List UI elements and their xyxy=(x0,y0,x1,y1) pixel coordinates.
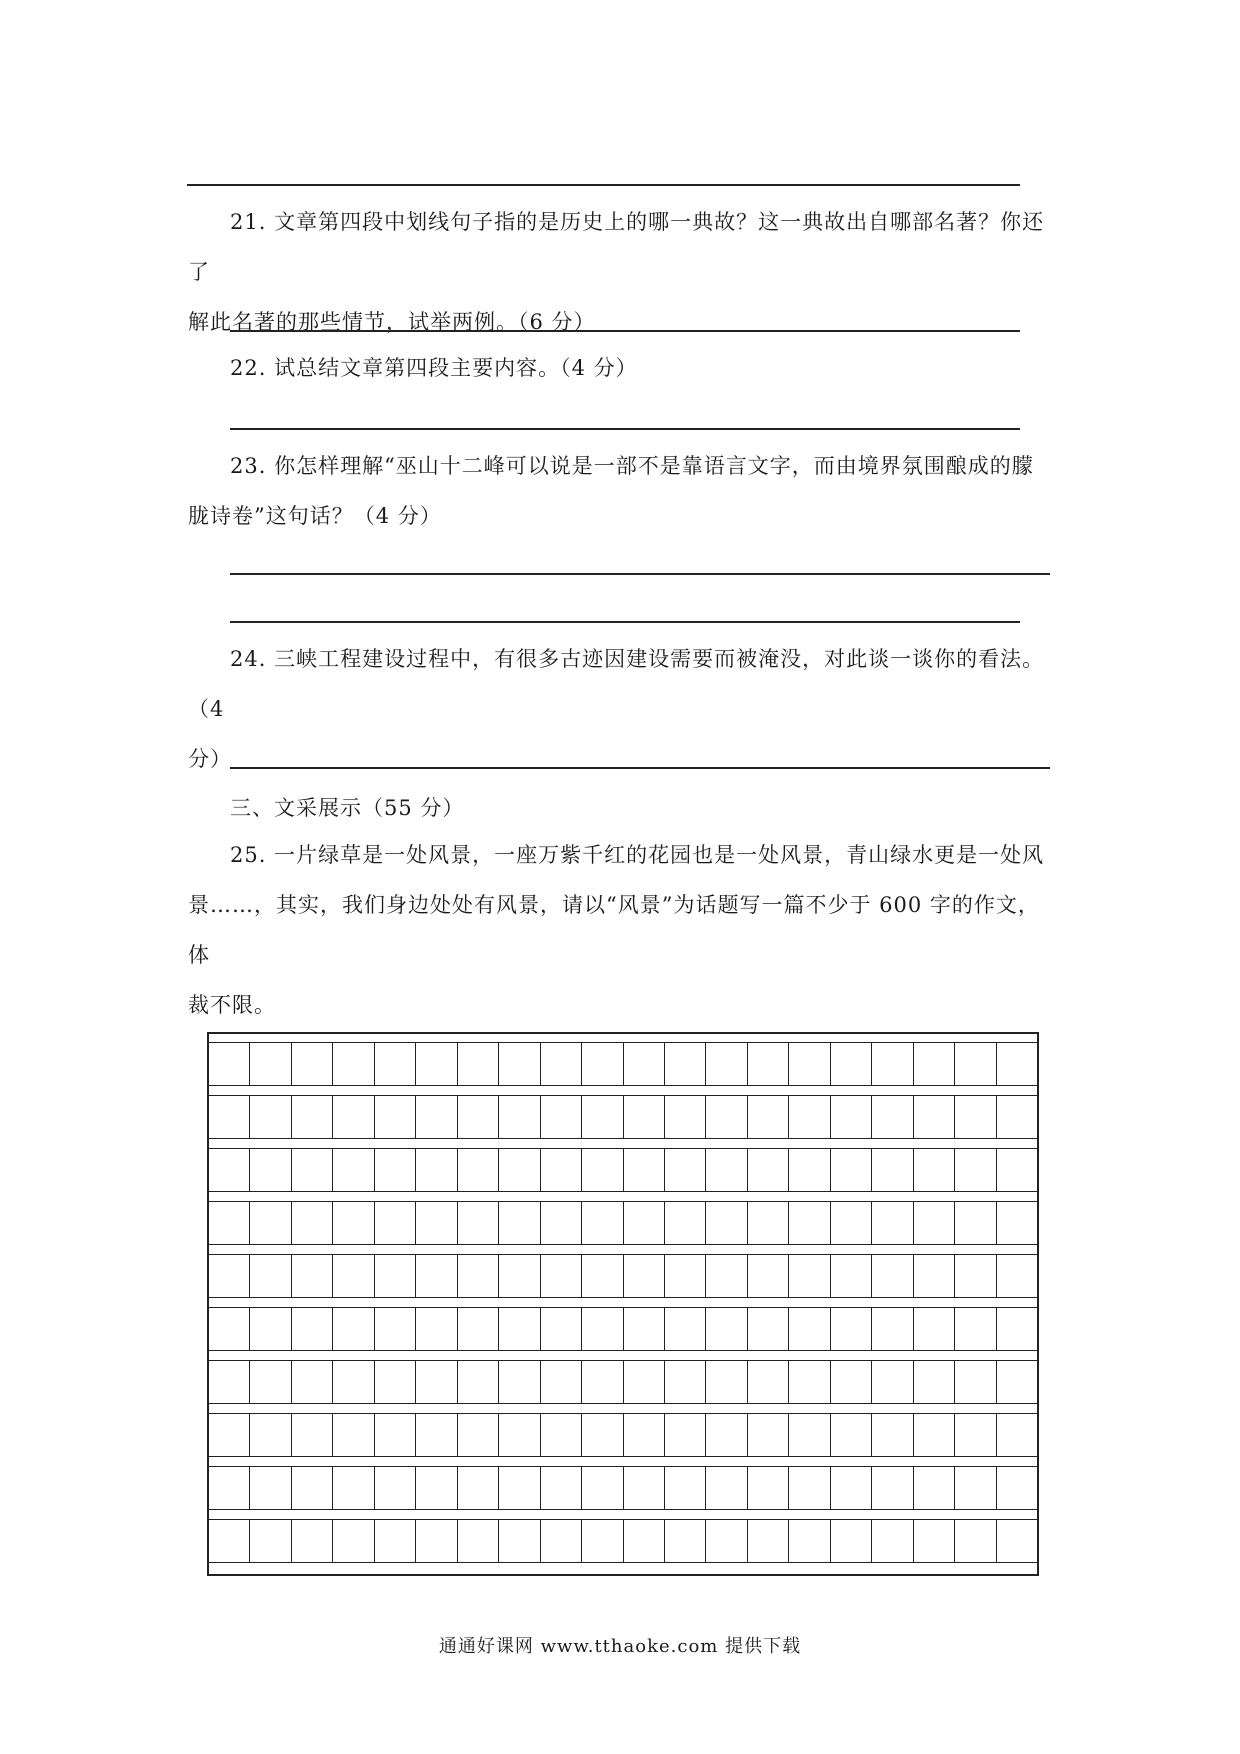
grid-cell[interactable] xyxy=(955,1202,996,1244)
grid-cell[interactable] xyxy=(541,1361,582,1403)
grid-cell[interactable] xyxy=(831,1255,872,1297)
grid-cell[interactable] xyxy=(748,1149,789,1191)
grid-cell[interactable] xyxy=(706,1149,747,1191)
grid-cell[interactable] xyxy=(665,1202,706,1244)
grid-cell[interactable] xyxy=(872,1467,913,1509)
grid-cell[interactable] xyxy=(416,1414,457,1456)
grid-cell[interactable] xyxy=(997,1096,1037,1138)
grid-cell[interactable] xyxy=(706,1043,747,1085)
grid-cell[interactable] xyxy=(499,1361,540,1403)
grid-cell[interactable] xyxy=(582,1149,623,1191)
grid-cell[interactable] xyxy=(582,1308,623,1350)
grid-cell[interactable] xyxy=(375,1308,416,1350)
grid-cell[interactable] xyxy=(375,1149,416,1191)
grid-cell[interactable] xyxy=(872,1520,913,1562)
grid-cell[interactable] xyxy=(250,1202,291,1244)
grid-row xyxy=(209,1360,1037,1404)
grid-cell[interactable] xyxy=(333,1414,374,1456)
grid-cell[interactable] xyxy=(582,1467,623,1509)
grid-cell[interactable] xyxy=(582,1414,623,1456)
grid-cell[interactable] xyxy=(499,1308,540,1350)
grid-cell[interactable] xyxy=(624,1202,665,1244)
grid-cell[interactable] xyxy=(665,1043,706,1085)
grid-cell[interactable] xyxy=(416,1149,457,1191)
answer-line xyxy=(187,184,1020,186)
grid-cell[interactable] xyxy=(748,1308,789,1350)
grid-cell[interactable] xyxy=(624,1520,665,1562)
grid-cell[interactable] xyxy=(872,1361,913,1403)
question-24-line-2: 分） xyxy=(188,747,232,771)
question-24-line-1: 24. 三峡工程建设过程中，有很多古迹因建设需要而被淹没，对此谈一谈你的看法。（4 xyxy=(188,647,1045,721)
grid-cell[interactable] xyxy=(955,1096,996,1138)
grid-cell[interactable] xyxy=(665,1308,706,1350)
grid-cell[interactable] xyxy=(955,1255,996,1297)
question-21 xyxy=(188,197,1048,347)
grid-cell[interactable] xyxy=(250,1096,291,1138)
question-22 xyxy=(188,343,1048,393)
grid-cell[interactable] xyxy=(624,1043,665,1085)
grid-cell[interactable] xyxy=(665,1096,706,1138)
grid-cell[interactable] xyxy=(872,1414,913,1456)
grid-cell[interactable] xyxy=(375,1096,416,1138)
grid-cell[interactable] xyxy=(333,1096,374,1138)
grid-cell[interactable] xyxy=(541,1255,582,1297)
grid-cell[interactable] xyxy=(748,1361,789,1403)
question-23-line-1: 23. 你怎样理解“巫山十二峰可以说是一部不是靠语言文字，而由境界氛围酿成的朦 xyxy=(230,454,1034,478)
grid-row xyxy=(209,1466,1037,1510)
grid-cell[interactable] xyxy=(914,1255,955,1297)
grid-cell[interactable] xyxy=(624,1096,665,1138)
grid-cell[interactable] xyxy=(541,1096,582,1138)
grid-cell[interactable] xyxy=(665,1467,706,1509)
grid-cell[interactable] xyxy=(375,1361,416,1403)
grid-cell[interactable] xyxy=(872,1255,913,1297)
grid-cell[interactable] xyxy=(292,1149,333,1191)
grid-cell[interactable] xyxy=(955,1043,996,1085)
grid-cell[interactable] xyxy=(706,1361,747,1403)
question-21-line-1: 21. 文章第四段中划线句子指的是历史上的哪一典故？这一典故出自哪部名著？你还了 xyxy=(188,210,1045,284)
grid-cell[interactable] xyxy=(831,1043,872,1085)
grid-row xyxy=(209,1254,1037,1298)
grid-cell[interactable] xyxy=(914,1149,955,1191)
grid-cell[interactable] xyxy=(706,1255,747,1297)
grid-cell[interactable] xyxy=(458,1361,499,1403)
grid-cell[interactable] xyxy=(209,1043,250,1085)
grid-cell[interactable] xyxy=(541,1149,582,1191)
grid-cell[interactable] xyxy=(872,1096,913,1138)
grid-cell[interactable] xyxy=(499,1255,540,1297)
grid-cell[interactable] xyxy=(831,1308,872,1350)
grid-cell[interactable] xyxy=(333,1308,374,1350)
grid-cell[interactable] xyxy=(292,1255,333,1297)
grid-cell[interactable] xyxy=(789,1520,830,1562)
grid-cell[interactable] xyxy=(748,1202,789,1244)
grid-cell[interactable] xyxy=(831,1096,872,1138)
grid-cell[interactable] xyxy=(955,1520,996,1562)
grid-cell[interactable] xyxy=(914,1043,955,1085)
grid-cell[interactable] xyxy=(292,1043,333,1085)
grid-cell[interactable] xyxy=(541,1520,582,1562)
grid-cell[interactable] xyxy=(375,1202,416,1244)
answer-line xyxy=(230,767,1050,769)
grid-cell[interactable] xyxy=(665,1149,706,1191)
grid-cell[interactable] xyxy=(955,1414,996,1456)
grid-row xyxy=(209,1148,1037,1192)
grid-cell[interactable] xyxy=(706,1308,747,1350)
grid-cell[interactable] xyxy=(333,1255,374,1297)
section-heading: 三、文采展示（55 分） xyxy=(230,796,465,820)
grid-cell[interactable] xyxy=(292,1361,333,1403)
grid-cell[interactable] xyxy=(209,1520,250,1562)
grid-cell[interactable] xyxy=(250,1255,291,1297)
grid-cell[interactable] xyxy=(458,1096,499,1138)
grid-cell[interactable] xyxy=(665,1361,706,1403)
answer-line xyxy=(230,330,1020,332)
grid-cell[interactable] xyxy=(250,1361,291,1403)
grid-cell[interactable] xyxy=(789,1043,830,1085)
question-23 xyxy=(188,441,1048,541)
grid-cell[interactable] xyxy=(914,1361,955,1403)
grid-cell[interactable] xyxy=(914,1202,955,1244)
grid-cell[interactable] xyxy=(416,1520,457,1562)
grid-cell[interactable] xyxy=(789,1467,830,1509)
grid-cell[interactable] xyxy=(209,1096,250,1138)
grid-cell[interactable] xyxy=(250,1467,291,1509)
grid-cell[interactable] xyxy=(955,1308,996,1350)
grid-cell[interactable] xyxy=(416,1308,457,1350)
grid-cell[interactable] xyxy=(292,1308,333,1350)
grid-cell[interactable] xyxy=(209,1202,250,1244)
grid-cell[interactable] xyxy=(997,1202,1037,1244)
grid-cell[interactable] xyxy=(209,1361,250,1403)
grid-cell[interactable] xyxy=(499,1414,540,1456)
grid-cell[interactable] xyxy=(416,1096,457,1138)
grid-cell[interactable] xyxy=(375,1255,416,1297)
grid-cell[interactable] xyxy=(499,1096,540,1138)
grid-cell[interactable] xyxy=(789,1308,830,1350)
grid-cell[interactable] xyxy=(375,1520,416,1562)
grid-cell[interactable] xyxy=(250,1308,291,1350)
grid-cell[interactable] xyxy=(458,1308,499,1350)
grid-cell[interactable] xyxy=(458,1043,499,1085)
grid-cell[interactable] xyxy=(831,1414,872,1456)
answer-line xyxy=(230,621,1020,623)
grid-cell[interactable] xyxy=(292,1467,333,1509)
grid-cell[interactable] xyxy=(831,1467,872,1509)
grid-cell[interactable] xyxy=(458,1149,499,1191)
grid-cell[interactable] xyxy=(416,1202,457,1244)
grid-cell[interactable] xyxy=(914,1414,955,1456)
grid-row xyxy=(209,1307,1037,1351)
grid-cell[interactable] xyxy=(955,1467,996,1509)
grid-cell[interactable] xyxy=(250,1149,291,1191)
grid-cell[interactable] xyxy=(292,1520,333,1562)
grid-cell[interactable] xyxy=(250,1520,291,1562)
grid-cell[interactable] xyxy=(872,1043,913,1085)
grid-cell[interactable] xyxy=(458,1520,499,1562)
grid-cell[interactable] xyxy=(624,1308,665,1350)
grid-cell[interactable] xyxy=(624,1414,665,1456)
grid-cell[interactable] xyxy=(955,1149,996,1191)
grid-cell[interactable] xyxy=(541,1308,582,1350)
grid-cell[interactable] xyxy=(748,1043,789,1085)
grid-cell[interactable] xyxy=(872,1202,913,1244)
grid-row xyxy=(209,1201,1037,1245)
grid-cell[interactable] xyxy=(582,1361,623,1403)
essay-prompt-line-1: 25. 一片绿草是一处风景，一座万紫千红的花园也是一处风景，青山绿水更是一处风 xyxy=(230,843,1045,867)
grid-cell[interactable] xyxy=(209,1149,250,1191)
grid-cell[interactable] xyxy=(292,1414,333,1456)
grid-row xyxy=(209,1095,1037,1139)
grid-cell[interactable] xyxy=(997,1043,1037,1085)
grid-cell[interactable] xyxy=(789,1414,830,1456)
grid-cell[interactable] xyxy=(789,1255,830,1297)
grid-cell[interactable] xyxy=(209,1255,250,1297)
grid-cell[interactable] xyxy=(955,1361,996,1403)
grid-cell[interactable] xyxy=(416,1467,457,1509)
grid-cell[interactable] xyxy=(458,1414,499,1456)
essay-prompt-line-3: 裁不限。 xyxy=(188,993,276,1017)
grid-cell[interactable] xyxy=(333,1043,374,1085)
grid-cell[interactable] xyxy=(748,1520,789,1562)
question-24 xyxy=(188,634,1048,784)
grid-cell[interactable] xyxy=(250,1414,291,1456)
grid-cell[interactable] xyxy=(541,1043,582,1085)
grid-cell[interactable] xyxy=(458,1467,499,1509)
grid-cell[interactable] xyxy=(333,1361,374,1403)
grid-cell[interactable] xyxy=(499,1149,540,1191)
grid-cell[interactable] xyxy=(706,1414,747,1456)
grid-cell[interactable] xyxy=(831,1520,872,1562)
grid-cell[interactable] xyxy=(706,1467,747,1509)
grid-cell[interactable] xyxy=(748,1414,789,1456)
grid-cell[interactable] xyxy=(458,1255,499,1297)
question-23-line-2: 胧诗卷”这句话？（4 分） xyxy=(188,504,442,528)
grid-cell[interactable] xyxy=(748,1255,789,1297)
grid-cell[interactable] xyxy=(416,1361,457,1403)
grid-cell[interactable] xyxy=(997,1467,1037,1509)
grid-cell[interactable] xyxy=(250,1043,291,1085)
grid-cell[interactable] xyxy=(997,1361,1037,1403)
grid-cell[interactable] xyxy=(292,1202,333,1244)
grid-cell[interactable] xyxy=(292,1096,333,1138)
grid-cell[interactable] xyxy=(499,1467,540,1509)
grid-cell[interactable] xyxy=(375,1414,416,1456)
question-21-line-2: 解此名著的那些情节，试举两例。（6 分） xyxy=(188,310,596,334)
grid-cell[interactable] xyxy=(541,1202,582,1244)
grid-cell[interactable] xyxy=(914,1308,955,1350)
grid-cell[interactable] xyxy=(665,1414,706,1456)
grid-cell[interactable] xyxy=(997,1149,1037,1191)
grid-cell[interactable] xyxy=(624,1361,665,1403)
grid-row xyxy=(209,1413,1037,1457)
question-22-line-1: 22. 试总结文章第四段主要内容。（4 分） xyxy=(230,356,638,380)
grid-cell[interactable] xyxy=(914,1096,955,1138)
grid-cell[interactable] xyxy=(582,1043,623,1085)
grid-cell[interactable] xyxy=(582,1096,623,1138)
grid-cell[interactable] xyxy=(333,1149,374,1191)
grid-cell[interactable] xyxy=(624,1149,665,1191)
grid-cell[interactable] xyxy=(748,1096,789,1138)
grid-row xyxy=(209,1519,1037,1563)
grid-cell[interactable] xyxy=(914,1520,955,1562)
grid-cell[interactable] xyxy=(997,1255,1037,1297)
grid-cell[interactable] xyxy=(831,1202,872,1244)
grid-cell[interactable] xyxy=(706,1520,747,1562)
grid-cell[interactable] xyxy=(209,1414,250,1456)
grid-cell[interactable] xyxy=(748,1467,789,1509)
answer-line xyxy=(230,428,1020,430)
grid-cell[interactable] xyxy=(499,1043,540,1085)
grid-cell[interactable] xyxy=(499,1520,540,1562)
page-footer: 通通好课网 www.tthaoke.com 提供下载 xyxy=(438,1636,802,1657)
grid-cell[interactable] xyxy=(375,1043,416,1085)
grid-cell[interactable] xyxy=(499,1202,540,1244)
grid-cell[interactable] xyxy=(706,1096,747,1138)
grid-row xyxy=(209,1042,1037,1086)
grid-cell[interactable] xyxy=(789,1096,830,1138)
grid-cell[interactable] xyxy=(789,1361,830,1403)
grid-cell[interactable] xyxy=(624,1255,665,1297)
essay-prompt-line-2: 景……，其实，我们身边处处有风景，请以“风景”为话题写一篇不少于 600 字的作文，体 xyxy=(188,893,1040,967)
grid-cell[interactable] xyxy=(333,1202,374,1244)
grid-cell[interactable] xyxy=(624,1467,665,1509)
grid-cell[interactable] xyxy=(582,1520,623,1562)
grid-cell[interactable] xyxy=(872,1149,913,1191)
grid-cell[interactable] xyxy=(831,1149,872,1191)
grid-cell[interactable] xyxy=(333,1520,374,1562)
essay-writing-grid[interactable] xyxy=(207,1032,1039,1576)
grid-cell[interactable] xyxy=(706,1202,747,1244)
grid-cell[interactable] xyxy=(789,1149,830,1191)
grid-cell[interactable] xyxy=(209,1467,250,1509)
grid-cell[interactable] xyxy=(458,1202,499,1244)
grid-cell[interactable] xyxy=(665,1255,706,1297)
grid-cell[interactable] xyxy=(582,1255,623,1297)
grid-cell[interactable] xyxy=(541,1414,582,1456)
grid-cell[interactable] xyxy=(333,1467,374,1509)
grid-cell[interactable] xyxy=(416,1255,457,1297)
grid-cell[interactable] xyxy=(665,1520,706,1562)
answer-line xyxy=(230,573,1050,575)
grid-cell[interactable] xyxy=(789,1202,830,1244)
grid-cell[interactable] xyxy=(375,1467,416,1509)
grid-cell[interactable] xyxy=(831,1361,872,1403)
essay-prompt xyxy=(188,830,1048,1030)
grid-cell[interactable] xyxy=(997,1414,1037,1456)
grid-cell[interactable] xyxy=(582,1202,623,1244)
grid-cell[interactable] xyxy=(872,1308,913,1350)
grid-cell[interactable] xyxy=(209,1308,250,1350)
grid-cell[interactable] xyxy=(997,1520,1037,1562)
grid-cell[interactable] xyxy=(914,1467,955,1509)
grid-cell[interactable] xyxy=(416,1043,457,1085)
grid-cell[interactable] xyxy=(997,1308,1037,1350)
grid-cell[interactable] xyxy=(541,1467,582,1509)
